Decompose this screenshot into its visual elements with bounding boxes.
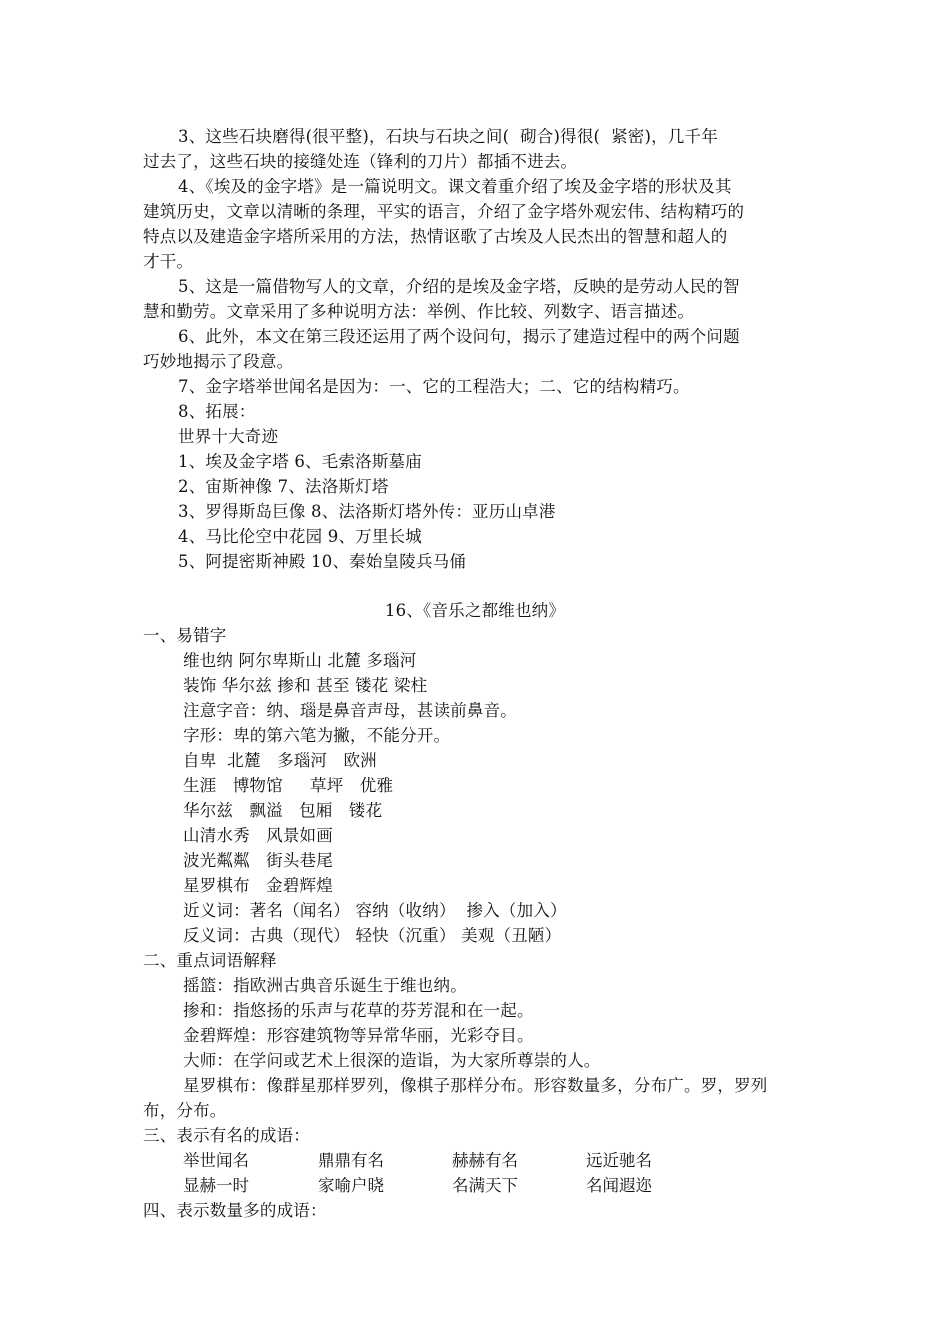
list-item: 5、阿提密斯神殿 10、秦始皇陵兵马俑 <box>178 552 467 571</box>
word-list-line: 维也纳 阿尔卑斯山 北麓 多瑙河 <box>183 651 417 670</box>
definition-line: 星罗棋布：像群星那样罗列，像棋子那样分布。形容数量多，分布广。罗，罗列 <box>183 1076 768 1095</box>
idiom-cell: 赫赫有名 <box>452 1151 518 1170</box>
section-heading: 二、重点词语解释 <box>143 951 277 970</box>
list-item: 2、宙斯神像 7、法洛斯灯塔 <box>178 477 389 496</box>
word-list-line: 波光粼粼 街头巷尾 <box>183 851 333 870</box>
antonym-line: 反义词：古典（现代） 轻快（沉重） 美观（丑陋） <box>183 926 562 945</box>
definition-line: 掺和：指悠扬的乐声与花草的芬芳混和在一起。 <box>183 1001 534 1020</box>
word-list-line: 自卑 北麓 多瑙河 欧洲 <box>183 751 377 770</box>
paragraph-line: 才干。 <box>143 252 194 271</box>
idiom-row <box>0 1148 950 1173</box>
idiom-cell: 举世闻名 <box>183 1151 249 1170</box>
definition-line: 金碧辉煌：形容建筑物等异常华丽，光彩夺目。 <box>183 1026 534 1045</box>
list-item: 3、罗得斯岛巨像 8、法洛斯灯塔外传：亚历山卓港 <box>178 502 556 521</box>
section-title: 16、《音乐之都维也纳》 <box>384 601 566 620</box>
word-list-line: 华尔兹 飘溢 包厢 镂花 <box>183 801 383 820</box>
paragraph-line: 5、这是一篇借物写人的文章，介绍的是埃及金字塔，反映的是劳动人民的智 <box>178 277 740 296</box>
section-heading: 四、表示数量多的成语： <box>143 1201 327 1220</box>
idiom-cell: 名满天下 <box>452 1176 518 1195</box>
definition-line: 摇篮：指欧洲古典音乐诞生于维也纳。 <box>183 976 467 995</box>
note-line: 字形：卑的第六笔为撇，不能分开。 <box>183 726 451 745</box>
paragraph-line: 建筑历史，文章以清晰的条理，平实的语言，介绍了金字塔外观宏伟、结构精巧的 <box>143 202 745 221</box>
paragraph-line: 世界十大奇迹 <box>178 427 279 446</box>
word-list-line: 星罗棋布 金碧辉煌 <box>183 876 333 895</box>
word-list-line: 生涯 博物馆 草坪 优雅 <box>183 776 394 795</box>
paragraph-line: 4、《埃及的金字塔》是一篇说明文。课文着重介绍了埃及金字塔的形状及其 <box>178 177 732 196</box>
list-item: 1、埃及金字塔 6、毛索洛斯墓庙 <box>178 452 422 471</box>
idiom-cell: 远近驰名 <box>586 1151 652 1170</box>
paragraph-line: 8、拓展： <box>178 402 256 421</box>
paragraph-line: 特点以及建造金字塔所采用的方法，热情讴歌了古埃及人民杰出的智慧和超人的 <box>143 227 728 246</box>
paragraph-line: 过去了，这些石块的接缝处连（锋利的刀片）都插不进去。 <box>143 152 578 171</box>
idiom-cell: 鼎鼎有名 <box>318 1151 384 1170</box>
paragraph-line: 6、此外，本文在第三段还运用了两个设问句，揭示了建造过程中的两个问题 <box>178 327 740 346</box>
paragraph-line: 7、金字塔举世闻名是因为：一、它的工程浩大；二、它的结构精巧。 <box>178 377 690 396</box>
paragraph-line: 巧妙地揭示了段意。 <box>143 352 294 371</box>
note-line: 注意字音：纳、瑙是鼻音声母，甚读前鼻音。 <box>183 701 517 720</box>
definition-line: 布，分布。 <box>143 1101 227 1120</box>
idiom-cell: 家喻户晓 <box>318 1176 384 1195</box>
word-list-line: 装饰 华尔兹 掺和 甚至 镂花 梁柱 <box>183 676 428 695</box>
paragraph-line: 3、这些石块磨得(很平整)，石块与石块之间( 砌合)得很( 紧密)，几千年 <box>178 127 718 146</box>
idiom-row <box>0 1173 950 1198</box>
definition-line: 大师：在学问或艺术上很深的造诣，为大家所尊崇的人。 <box>183 1051 601 1070</box>
paragraph-line: 慧和勤劳。文章采用了多种说明方法：举例、作比较、列数字、语言描述。 <box>143 302 695 321</box>
synonym-line: 近义词：著名（闻名） 容纳（收纳） 掺入（加入） <box>183 901 567 920</box>
list-item: 4、马比伦空中花园 9、万里长城 <box>178 527 422 546</box>
section-heading: 一、易错字 <box>143 626 227 645</box>
word-list-line: 山清水秀 风景如画 <box>183 826 333 845</box>
section-heading: 三、表示有名的成语： <box>143 1126 310 1145</box>
idiom-cell: 名闻遐迩 <box>586 1176 652 1195</box>
idiom-cell: 显赫一时 <box>183 1176 249 1195</box>
